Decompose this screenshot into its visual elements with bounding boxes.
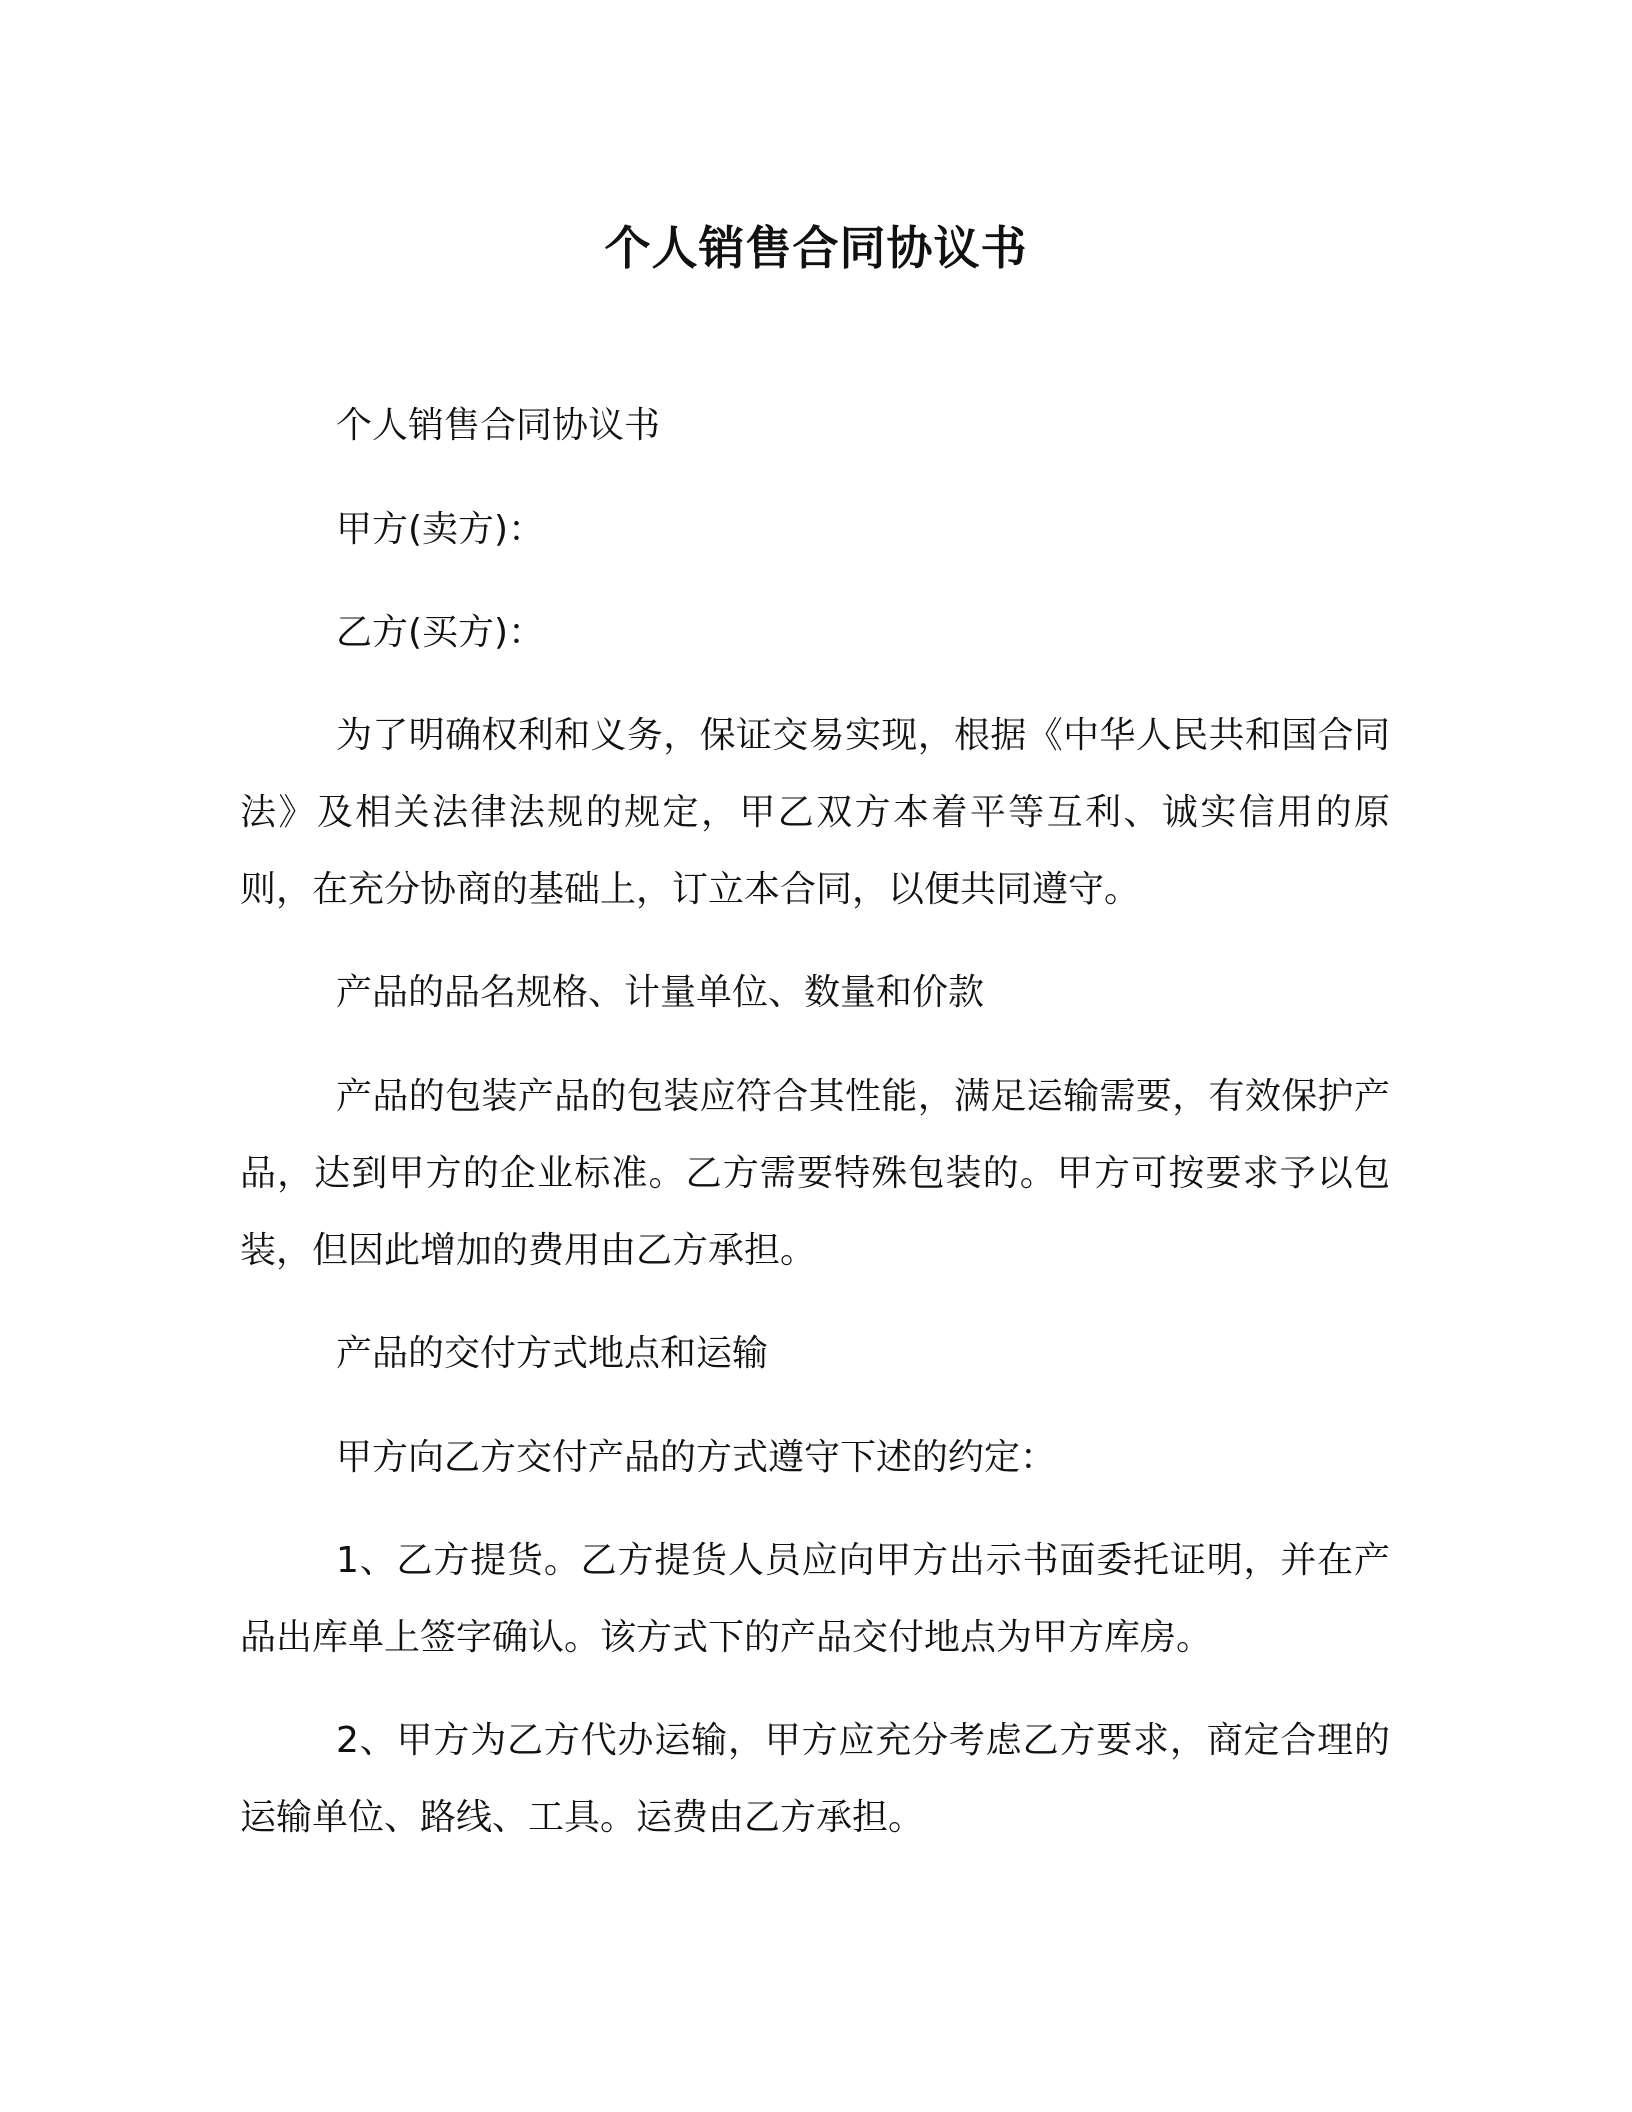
paragraph-clause-2: 2、甲方为乙方代办运输，甲方应充分考虑乙方要求，商定合理的运输单位、路线、工具。运费由乙方承担。 (240, 1720, 1390, 1838)
paragraph-clause-1: 1、乙方提货。乙方提货人员应向甲方出示书面委托证明，并在产品出库单上签字确认。该方式下的产品交付地点为甲方库房。 (240, 1540, 1390, 1658)
paragraph-party-a: 甲方(卖方)： (336, 509, 545, 550)
paragraph-product-spec: 产品的品名规格、计量单位、数量和价款 (336, 972, 985, 1013)
paragraph-delivery-heading: 产品的交付方式地点和运输 (336, 1333, 769, 1374)
paragraph-preamble: 为了明确权利和义务，保证交易实现，根据《中华人民共和国合同法》及相关法律法规的规定，甲乙双方本着平等互利、诚实信用的原则，在充分协商的基础上，订立本合同，以便共同遵守。 (240, 715, 1390, 910)
paragraph-heading: 个人销售合同协议书 (336, 405, 661, 446)
paragraph-party-b: 乙方(买方)： (336, 612, 545, 653)
paragraph-delivery-intro: 甲方向乙方交付产品的方式遵守下述的约定： (336, 1437, 1057, 1478)
paragraph-packaging: 产品的包装产品的包装应符合其性能，满足运输需要，有效保护产品，达到甲方的企业标准。乙方需要特殊包装的。甲方可按要求予以包装，但因此增加的费用由乙方承担。 (240, 1076, 1390, 1271)
document-title: 个人销售合同协议书 (604, 221, 1028, 275)
